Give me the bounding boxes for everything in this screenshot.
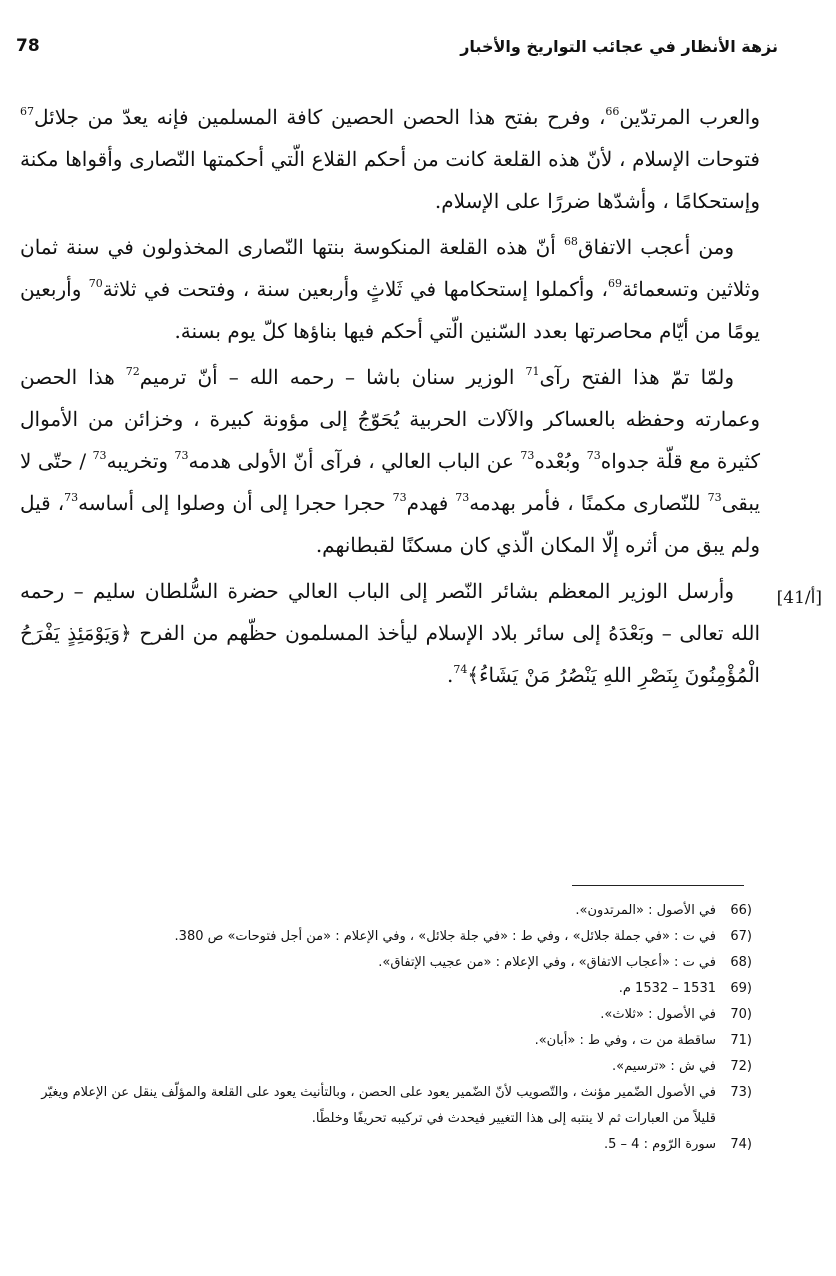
- footnote-marker[interactable]: 72: [125, 365, 140, 378]
- main-text: [20, 96, 760, 700]
- footnote: [20, 898, 752, 924]
- footnote-marker[interactable]: 73: [707, 491, 722, 504]
- footnote-marker[interactable]: 67: [20, 105, 34, 118]
- footnote: [20, 950, 752, 976]
- footnote: [20, 1132, 752, 1158]
- footnote-marker[interactable]: 74: [453, 663, 468, 676]
- footnote-marker[interactable]: 69: [607, 277, 622, 290]
- text-run: الوزير سنان باشا – رحمه الله – أنّ ترميم: [139, 365, 526, 389]
- footnote: [20, 1054, 752, 1080]
- footnote-number: 71): [730, 1033, 752, 1048]
- footnote-marker[interactable]: 73: [92, 449, 107, 462]
- footnote-marker[interactable]: 73: [392, 491, 407, 504]
- footnote-marker[interactable]: 73: [64, 491, 79, 504]
- text-run: والعرب المرتدّين: [619, 105, 761, 129]
- text-run: وأربعين يومًا من أيّام محاصرتها بعدد السّنين الّتي أحكم فيها بناؤها كلّ يوم بسنة.: [20, 277, 760, 343]
- text-run: هذا الحصن وعمارته وحفظه بالعساكر والآلات الحربية يُحَوّجُ إلى مؤونة كبيرة ، وخزائن من الأموال كثيرة مع قلّة جدواه: [20, 365, 760, 473]
- text-run: فتوحات الإسلام ، لأنّ هذه القلعة كانت من أحكم القلاع الّتي أحكمتها النّصارى وأقواها مكنة وإستحكامًا ، وأشدّها ضررًا على الإسلام.: [20, 147, 760, 213]
- paragraph: [20, 226, 760, 352]
- text-run: / حتّى لا يبقى: [20, 449, 761, 515]
- text-run: ومن أعجب الاتفاق: [577, 235, 735, 259]
- footnote-number: 69): [730, 981, 752, 996]
- page-number: 78: [16, 36, 40, 56]
- footnote: [20, 976, 752, 1002]
- footnote-text: 1531 – 1532 م.: [618, 981, 716, 996]
- footnote-marker[interactable]: 70: [88, 277, 103, 290]
- footnote: [20, 1002, 752, 1028]
- footnote-marker[interactable]: 73: [455, 491, 470, 504]
- text-run: ولمّا تمّ هذا الفتح رآى: [539, 365, 734, 389]
- footnote-number: 74): [730, 1137, 752, 1152]
- footnote-separator: [572, 885, 744, 886]
- footnote-number: 70): [730, 1007, 752, 1022]
- footnote-text: في ت : «في جملة جلائل» ، وفي ط : «في جلة جلائل» ، وفي الإعلام : «من أجل فتوحات» ص 380.: [174, 929, 716, 944]
- footnotes: [20, 898, 752, 1158]
- paragraph: [20, 570, 760, 696]
- footnote-marker[interactable]: 66: [605, 105, 620, 118]
- footnote-text: في ش : «ترسيم».: [612, 1059, 716, 1074]
- text-run: حجرا حجرا إلى أن وصلوا إلى أساسه: [78, 491, 393, 515]
- text-run: للنّصارى مكمنًا ، فأمر بهدمه: [469, 491, 708, 515]
- footnote-text: سورة الرّوم : 4 – 5.: [603, 1137, 716, 1152]
- footnote-text: في الأصول الضّمير مؤنث ، والتّصويب لأنّ الضّمير يعود على الحصن ، وبالتأنيث يعود على القلعة والمؤلّف ينقل عن الإعلام ويغيّر قليلاً من العبارات ثم لا ينتبه إلى هذا التغيير فيحدث في تركيبه تحريفًا وخلطًا.: [41, 1085, 716, 1126]
- text-run: .: [447, 663, 454, 687]
- footnote-number: 68): [730, 955, 752, 970]
- footnote-marker[interactable]: 68: [563, 235, 578, 248]
- page-header: [16, 30, 778, 62]
- folio-marker: [41/أ]: [776, 588, 822, 608]
- footnote: [20, 924, 752, 950]
- footnote-marker[interactable]: 71: [525, 365, 540, 378]
- footnote-number: 72): [730, 1059, 752, 1074]
- text-run: ، قيل ولم يبق من أثره إلّا المكان الّذي كان مسكنًا لقبطانهم.: [20, 491, 760, 557]
- footnote-number: 66): [730, 903, 752, 918]
- footnote-number: 67): [730, 929, 752, 944]
- footnote: [20, 1080, 752, 1132]
- footnote-marker[interactable]: 73: [174, 449, 189, 462]
- footnote-text: في ت : «أعجاب الاتفاق» ، وفي الإعلام : «من عجيب الإتفاق».: [378, 955, 716, 970]
- text-run: فهدم: [406, 491, 456, 515]
- text-run: ، وفرح بفتح هذا الحصن الحصين كافة المسلمين فإنه يعدّ من جلائل: [34, 105, 606, 129]
- text-run: وأرسل الوزير المعظم بشائر النّصر إلى الباب العالي حضرة السُّلطان سليم – رحمه الله تعالى – وبَعْدَهُ إلى سائر بلاد الإسلام ليأخذ المسلمون حظّهم من الفرح ﴿وَيَوْمَئِذٍ يَفْرَحُ الْمُؤْمِنُونَ بِنَصْرِ اللهِ يَنْصُرُ مَنْ يَشَاءُ﴾: [20, 579, 760, 687]
- text-run: وبُعْده: [534, 449, 587, 473]
- text-run: عن الباب العالي ، فرآى أنّ الأولى هدمه: [188, 449, 521, 473]
- text-run: ، وأكملوا إستحكامها في ثَلاثٍ وأربعين سنة ، وفتحت في ثلاثة: [102, 277, 608, 301]
- text-run: وتخريبه: [106, 449, 175, 473]
- footnote-text: في الأصول : «المرتدون».: [575, 903, 716, 918]
- text-run: أنّ هذه القلعة المنكوسة بنتها النّصارى المخذولون في سنة ثمان وثلاثين وتسعمائة: [20, 235, 760, 301]
- footnote-marker[interactable]: 73: [520, 449, 535, 462]
- paragraph: [20, 356, 760, 566]
- footnote-marker[interactable]: 73: [586, 449, 601, 462]
- footnote: [20, 1028, 752, 1054]
- paragraph: [20, 96, 760, 222]
- footnote-text: ساقطة من ت ، وفي ط : «أبان».: [534, 1033, 716, 1048]
- running-title: نزهة الأنظار في عجائب التواريخ والأخبار: [460, 36, 778, 56]
- footnote-number: 73): [730, 1085, 752, 1100]
- footnote-text: في الأصول : «ثلاث».: [600, 1007, 716, 1022]
